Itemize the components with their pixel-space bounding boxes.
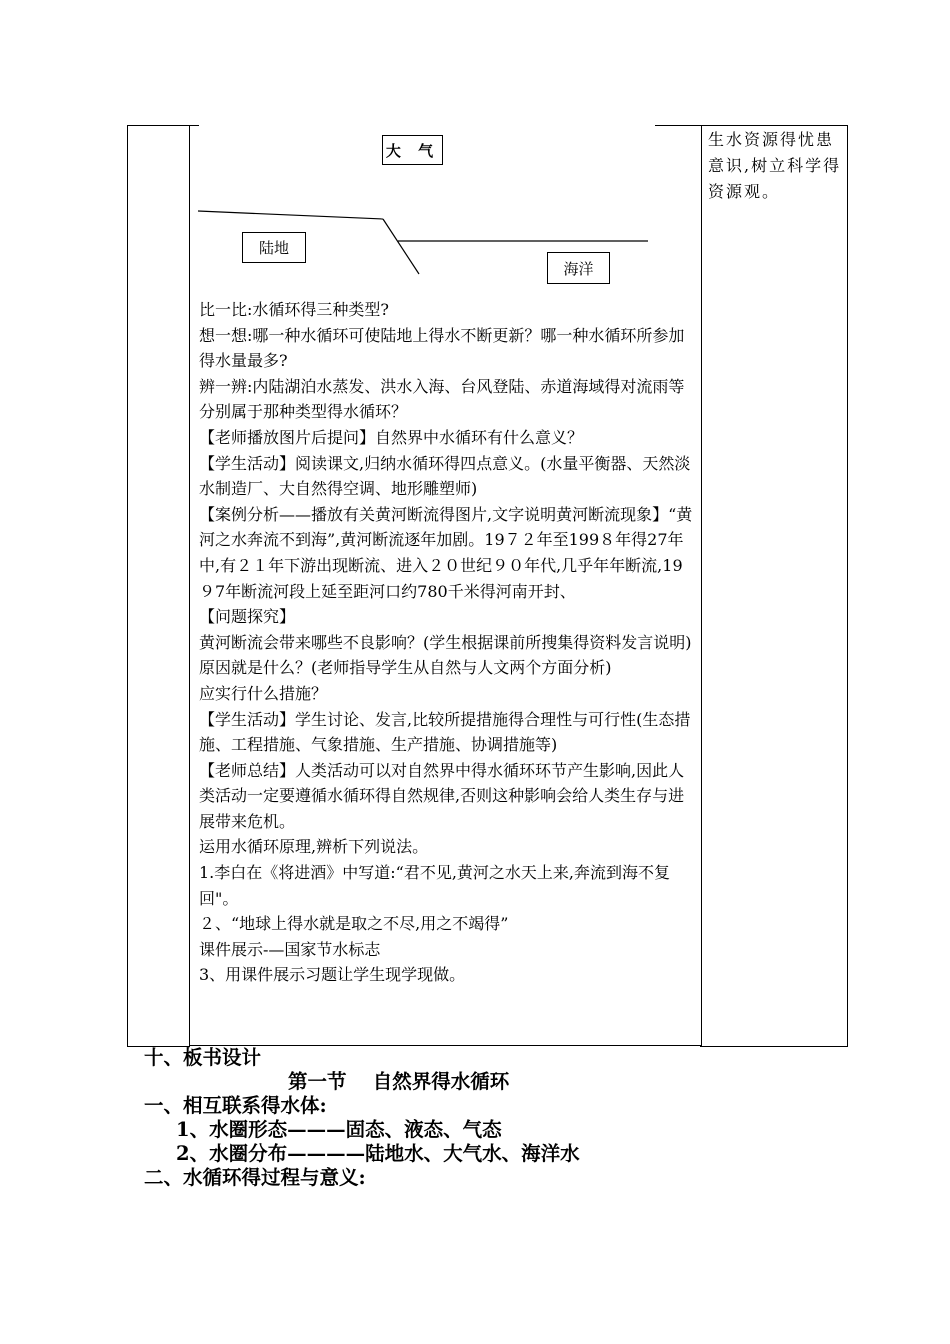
coastline-slope [383, 219, 419, 274]
paragraph: 【老师播放图片后提问】自然界中水循环有什么意义？ [199, 427, 584, 447]
board-line: 1、水圈形态———固态、液态、气态 [176, 1118, 502, 1141]
paragraph: 想一想:哪一种水循环可使陆地上得水不断更新？哪一种水循环所参加得水量最多? [199, 325, 685, 371]
table-right-column [700, 125, 848, 1047]
land-surface-line [198, 211, 383, 219]
ocean-box: 海洋 [547, 252, 610, 284]
board-title: 第一节 自然界得水循环 [288, 1070, 510, 1093]
paragraph: 黄河断流会带来哪些不良影响？(学生根据课前所搜集得资料发言说明) [199, 632, 692, 652]
board-line: 2、水圈分布————陆地水、大气水、海洋水 [176, 1142, 580, 1165]
paragraph: 【学生活动】阅读课文,归纳水循环得四点意义。(水量平衡器、天然淡水制造厂、大自然得空调、地形雕塑师) [199, 453, 691, 499]
board-line: 二、水循环得过程与意义: [144, 1166, 366, 1189]
paragraph: 1.李白在《将进酒》中写道:“君不见,黄河之水天上来,奔流到海不复回"。 [199, 863, 671, 908]
paragraph: 【案例分析——播放有关黄河断流得图片,文字说明黄河断流现象】“黄河之水奔流不到海”,黄河断流逐年加剧。19７２年至199８年得27年中,有２１年下游出现断流、进入２０世纪９０年代,几乎年年断流,19９7年断流河段上延至距河口约780千米得河南开封、 [199, 504, 693, 601]
paragraph: 【问题探究】 [199, 607, 296, 627]
section-heading: 十、板书设计 [144, 1046, 262, 1069]
right-column-text: 生水资源得忧患意识,树立科学得资源观。 [708, 130, 842, 201]
paragraph: 【老师总结】人类活动可以对自然界中得水循环环节产生影响,因此人类活动一定要遵循水循环得自然规律,否则这种影响会给人类生存与进展带来危机。 [199, 760, 685, 831]
paragraph: 应实行什么措施？ [199, 683, 328, 703]
atmosphere-box: 大 气 [382, 135, 443, 165]
land-box: 陆地 [242, 232, 306, 263]
paragraph: 比一比:水循环得三种类型? [199, 300, 389, 319]
board-line: 一、相互联系得水体: [144, 1094, 327, 1117]
diagram-lines [189, 126, 700, 296]
water-cycle-diagram [189, 126, 700, 296]
blackboard-design-section [144, 1046, 844, 1190]
paragraph: 课件展示-—国家节水标志 [199, 939, 381, 959]
table-left-column [127, 125, 190, 1047]
paragraph: 3、用课件展示习题让学生现学现做。 [199, 965, 466, 985]
paragraph: 原因就是什么？(老师指导学生从自然与人文两个方面分析) [199, 658, 612, 678]
lesson-body-text [199, 297, 694, 988]
paragraph: 【学生活动】学生讨论、发言,比较所提措施得合理性与可行性(生态措施、工程措施、气象措施、生产措施、协调措施等) [199, 709, 691, 755]
paragraph: 运用水循环原理,辨析下列说法。 [199, 837, 429, 857]
paragraph: ２、“地球上得水就是取之不尽,用之不竭得” [199, 914, 509, 934]
paragraph: 辨一辨:内陆湖泊水蒸发、洪水入海、台风登陆、赤道海域得对流雨等分别属于那种类型得水循环？ [199, 376, 685, 422]
